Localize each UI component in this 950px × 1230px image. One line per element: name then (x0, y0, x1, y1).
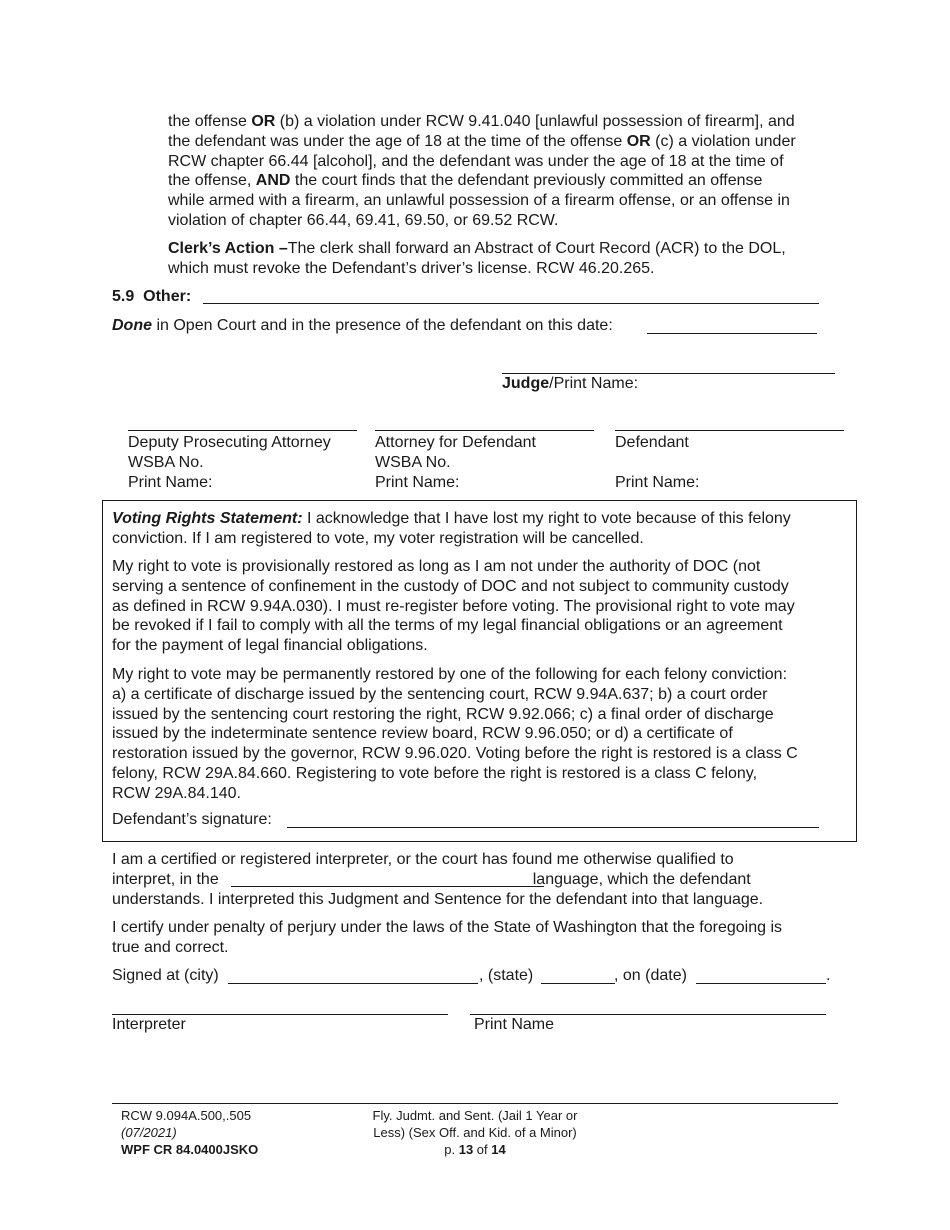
prosecutor-signature-line[interactable] (128, 430, 357, 431)
section-label: Other: (143, 288, 192, 305)
voting-rights-statement: Voting Rights Statement: I acknowledge that I have lost my right to vote because of this felony conviction. If I am registered to vote, my voter registration will be cancelled. (112, 510, 791, 547)
print-name-label: Print Name (474, 1016, 555, 1033)
prosecutor-block: Deputy Prosecuting Attorney WSBA No. Print Name: (128, 434, 331, 491)
firearm-line-6: violation of chapter 66.44, 69.41, 69.50, or 69.52 RCW. (168, 211, 559, 229)
clerk-action: Clerk’s Action –The clerk shall forward an Abstract of Court Record (ACR) to the DOL, which must revoke the Defendant’s driver’s license. RCW 46.20.265. (168, 240, 786, 277)
other-blank-line[interactable] (203, 303, 819, 304)
state-blank-line[interactable] (541, 983, 615, 984)
defendant-signature-line[interactable] (615, 430, 844, 431)
defense-attorney-signature-line[interactable] (375, 430, 594, 431)
firearm-line-5: while armed with a firearm, an unlawful possession of a firearm offense, or an offense in (168, 192, 790, 210)
interpreter-signature-line[interactable] (112, 1014, 448, 1015)
firearm-line-1: the offense OR (b) a violation under RCW 9.41.040 [unlawful possession of firearm], and (168, 113, 795, 130)
signed-at-line: Signed at (city) (112, 967, 219, 984)
certify-statement: I certify under penalty of perjury under the laws of the State of Washington that the foregoing is true and correct. (112, 919, 783, 956)
voting-paragraph-3: My right to vote may be permanently restored by one of the following for each felony conviction: a) a certificate of discharge issued by the sentencing court, RCW 9.94A.637; b) a court order issued by the sentencing court restoring the right, RCW 9.92.066; c) a final order of discharge issued by the indeterminate sentence review board, RCW 9.96.050; or d) a certificate of restoration issued by the governor, RCW 9.96.020. Voting before the right is restored is a class C felony, RCW 29A.84.660. Registering to vote before the right is restored is a class C felony, RCW 29A.84.140. (112, 666, 798, 802)
defendant-voting-signature-line[interactable] (287, 827, 819, 828)
firearm-paragraph (168, 112, 858, 231)
firearm-line-3: RCW chapter 66.44 [alcohol], and the defendant was under the age of 18 at the time of (168, 152, 784, 170)
judge-signature-line[interactable] (502, 373, 835, 374)
footer-divider (112, 1103, 838, 1104)
language-blank-line[interactable] (231, 886, 544, 887)
section-number: 5.9 (112, 288, 135, 305)
footer-rcw: RCW 9.094A.500,.505 (121, 1108, 252, 1123)
page-number: p. 13 of 14 (444, 1142, 506, 1157)
voting-rights-heading: Voting Rights Statement: (112, 510, 303, 527)
clerk-action-label: Clerk’s Action – (168, 240, 288, 257)
judge-label: Judge/Print Name: (502, 375, 639, 392)
footer-date: (07/2021) (121, 1125, 177, 1140)
section-5-9-other (112, 288, 191, 306)
footer-center (330, 1107, 620, 1158)
done-label: Done (112, 317, 152, 334)
state-label: , (state) (479, 967, 534, 984)
firearm-line-4: the offense, AND the court finds that the defendant previously committed an offense (168, 172, 763, 190)
done-statement: Done in Open Court and in the presence of the defendant on this date: (112, 317, 613, 334)
city-blank-line[interactable] (228, 983, 478, 984)
defendant-block: Defendant Print Name: (615, 434, 700, 491)
date-label: , on (date) (614, 967, 687, 984)
on-date-blank-line[interactable] (696, 983, 826, 984)
footer-left (121, 1107, 258, 1158)
date-blank-line[interactable] (647, 333, 817, 334)
signed-period: . (826, 967, 831, 984)
defendant-signature-label: Defendant’s signature: (112, 811, 272, 828)
footer-form-number: WPF CR 84.0400JSKO (121, 1142, 259, 1157)
interpreter-statement: I am a certified or registered interpreter, or the court has found me otherwise qualified to interpret, in the language, which the defendant understands. I interpreted this Judgment and Sentence for the defendant into that language. (112, 851, 764, 908)
voting-paragraph-2: My right to vote is provisionally restored as long as I am not under the authority of DOC (not serving a sentence of confinement in the custody of DOC and not subject to community custody as defined in RCW 9.94A.030). I must re-register before voting. The provisional right to vote may be revoked if I fail to comply with all the terms of my legal financial obligations or an agreement for the payment of legal financial obligations. (112, 558, 795, 655)
footer-title-line-1: Fly. Judmt. and Sent. (Jail 1 Year or (372, 1108, 578, 1123)
interpreter-label: Interpreter (112, 1016, 186, 1033)
defense-attorney-block: Attorney for Defendant WSBA No. Print Name: (375, 434, 536, 491)
interpreter-print-name-line[interactable] (470, 1014, 826, 1015)
footer-title-line-2: Less) (Sex Off. and Kid. of a Minor) (373, 1125, 577, 1140)
firearm-line-2: the defendant was under the age of 18 at the time of the offense OR (c) a violation under (168, 132, 796, 150)
